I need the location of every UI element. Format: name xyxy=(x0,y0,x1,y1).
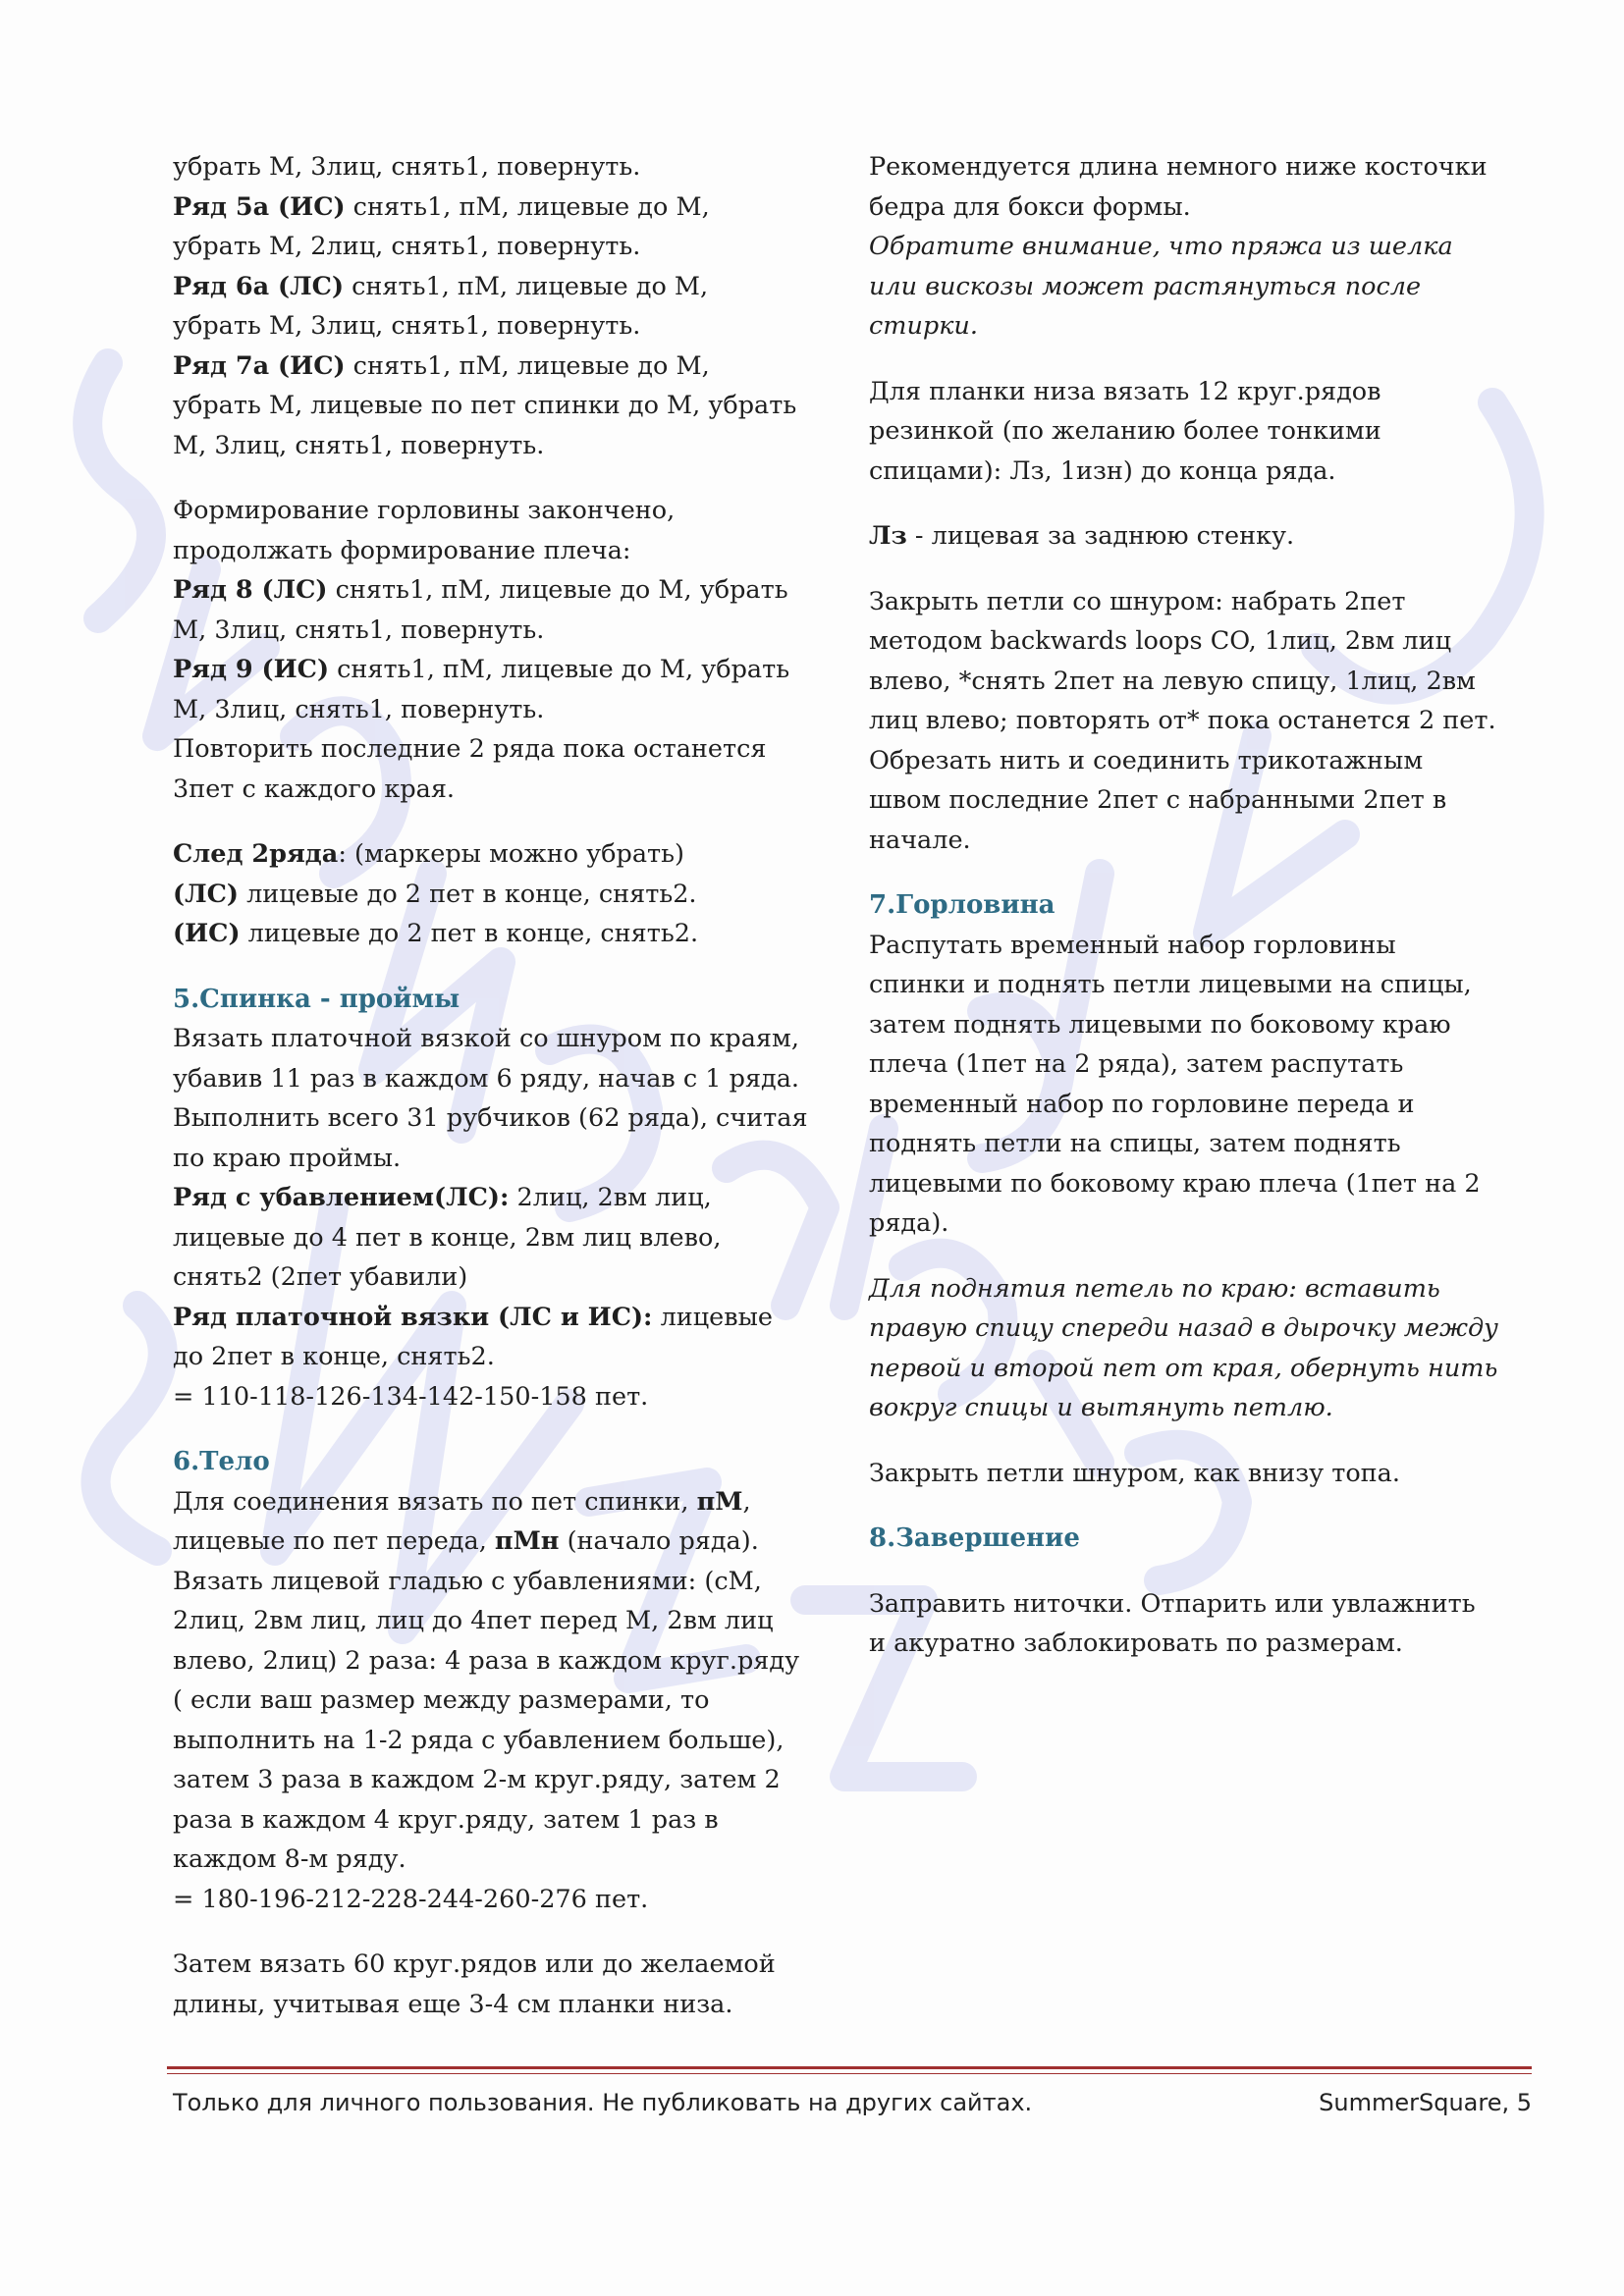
text-line: спинки и поднять петли лицевыми на спицы, xyxy=(869,970,1472,999)
text-line xyxy=(173,187,837,228)
text-line: поднять петли на спицы, затем поднять xyxy=(869,1129,1401,1158)
text-line: ( если ваш размер между размерами, то xyxy=(173,1685,710,1715)
marker-label: пМн xyxy=(494,1526,560,1556)
text-line: убрать М, 3лиц, снять1, повернуть. xyxy=(173,311,641,341)
left-column xyxy=(173,147,837,2050)
paragraph xyxy=(869,372,1517,492)
text-line: затем 3 раза в каждом 2-м круг.ряду, затем 2 xyxy=(173,1765,781,1794)
text-run: лицевые по пет переда, xyxy=(173,1526,495,1556)
text-line: временный набор по горловине переда и xyxy=(869,1089,1415,1119)
paragraph xyxy=(869,147,1517,347)
text-line: убавив 11 раз в каждом 6 ряду, начав с 1 ряда. xyxy=(173,1063,800,1094)
section-5 xyxy=(173,980,837,1417)
text-line: влево, 2лиц) 2 раза: 4 раза в каждом круг.ряду xyxy=(173,1645,800,1676)
text-line: М, 3лиц, снять1, повернуть. xyxy=(173,614,545,645)
text-line: М, 3лиц, снять1, повернуть. xyxy=(173,430,545,460)
row-text: снять1, пМ, лицевые до М, xyxy=(345,191,710,222)
paragraph xyxy=(869,1454,1517,1494)
text-line xyxy=(173,834,837,875)
text-line: Затем вязать 60 круг.рядов или до желаемой xyxy=(173,1949,776,1979)
text-line: лицевые до 4 пет в конце, 2вм лиц влево, xyxy=(173,1222,722,1253)
note-line: первой и второй пет от края, обернуть нить xyxy=(869,1353,1498,1383)
text-line: выполнить на 1-2 ряда с убавлением больше), xyxy=(173,1725,785,1755)
row-label: (ИС) xyxy=(173,919,241,948)
text-line: лицевыми по боковому краю плеча (1пет на 2 xyxy=(869,1168,1481,1199)
section-heading: 8.Завершение xyxy=(869,1523,1080,1553)
stitch-count: = 110-118-126-134-142-150-158 пет. xyxy=(173,1381,649,1412)
text-line: Закрыть петли со шнуром: набрать 2пет xyxy=(869,586,1406,616)
footer-divider xyxy=(167,2066,1532,2069)
text-line xyxy=(173,267,837,307)
note-line: Для поднятия петель по краю: вставить xyxy=(869,1273,1440,1304)
text-line: длины, учитывая еще 3-4 см планки низа. xyxy=(173,1989,733,2019)
text-line: плеча (1пет на 2 ряда), затем распутать xyxy=(869,1049,1404,1079)
text-line: Повторить последние 2 ряда пока останется xyxy=(173,734,767,764)
section-8 xyxy=(869,1519,1517,1664)
row-label: Ряд 6а (ЛС) xyxy=(173,271,345,301)
text-line: снять2 (2пет убавили) xyxy=(173,1262,468,1292)
text-line xyxy=(869,516,1517,557)
text-line: Распутать временный набор горловины xyxy=(869,930,1396,960)
text-line: Вязать платочной вязкой со шнуром по краям, xyxy=(173,1024,799,1053)
row-text: лицевые xyxy=(652,1302,774,1332)
note-line: правую спицу спереди назад в дырочку между xyxy=(869,1313,1498,1343)
text-line: Формирование горловины закончено, xyxy=(173,496,676,525)
row-label: Ряд 8 (ЛС) xyxy=(173,575,328,605)
text-line xyxy=(173,1298,837,1338)
section-heading: 7.Горловина xyxy=(869,890,1056,920)
paragraph xyxy=(173,147,837,465)
right-column xyxy=(869,147,1517,1689)
text-line: Выполнить всего 31 рубчиков (62 ряда), считая xyxy=(173,1103,808,1133)
text-line: продолжать формирование плеча: xyxy=(173,535,631,565)
row-label: Ряд 5а (ИС) xyxy=(173,191,346,222)
text-line xyxy=(173,1522,837,1562)
text-line: и акуратно заблокировать по размерам. xyxy=(869,1629,1403,1658)
text-line: Для планки низа вязать 12 круг.рядов xyxy=(869,376,1381,406)
section-heading: 6.Тело xyxy=(173,1447,270,1476)
row-label: Ряд с убавлением(ЛС): xyxy=(173,1183,510,1212)
row-label: (ЛС) xyxy=(173,879,239,909)
text-line: лиц влево; повторять от* пока останется 2 пет. xyxy=(869,706,1496,735)
section-6 xyxy=(173,1442,837,1919)
text-line: 3пет с каждого края. xyxy=(173,774,456,804)
text-line: бедра для бокси формы. xyxy=(869,191,1191,222)
row-label: Ряд платочной вязки (ЛС и ИС): xyxy=(173,1302,653,1332)
row-text: снять1, пМ, лицевые до М, убрать xyxy=(329,655,790,684)
text-run: Для соединения вязать по пет спинки, xyxy=(173,1486,697,1517)
text-line: убрать М, лицевые по пет спинки до М, убрать xyxy=(173,391,797,420)
stitch-count: = 180-196-212-228-244-260-276 пет. xyxy=(173,1884,649,1914)
marker-label: пМ xyxy=(696,1486,743,1517)
text-line: начале. xyxy=(869,825,971,855)
text-line: швом последние 2пет с набранными 2пет в xyxy=(869,785,1447,815)
text-line xyxy=(173,875,837,915)
paragraph xyxy=(869,582,1517,861)
paragraph xyxy=(869,1269,1517,1428)
row-text: - лицевая за заднюю стенку. xyxy=(906,521,1295,551)
section-heading: 5.Спинка - проймы xyxy=(173,984,460,1014)
paragraph xyxy=(173,834,837,954)
text-line: раза в каждом 4 круг.ряду, затем 1 раз в xyxy=(173,1804,719,1835)
text-line xyxy=(173,570,837,611)
text-line: 2лиц, 2вм лиц, лиц до 4пет перед М, 2вм лиц xyxy=(173,1606,774,1635)
page-footer xyxy=(173,2083,1532,2122)
row-text: 2лиц, 2вм лиц, xyxy=(509,1183,712,1212)
note-line: Обратите внимание, что пряжа из шелка xyxy=(869,232,1453,261)
text-line: затем поднять лицевыми по боковому краю xyxy=(869,1009,1451,1040)
row-text: лицевые до 2 пет в конце, снять2. xyxy=(238,879,697,909)
text-line: влево, *снять 2пет на левую спицу, 1лиц, 2вм xyxy=(869,666,1476,696)
text-run: , xyxy=(742,1486,751,1517)
text-line: до 2пет в конце, снять2. xyxy=(173,1342,495,1371)
text-run: (начало ряда). xyxy=(559,1526,759,1556)
text-line: по краю проймы. xyxy=(173,1143,402,1173)
text-line xyxy=(173,1482,837,1522)
row-label: Ряд 9 (ИС) xyxy=(173,655,330,684)
text-line xyxy=(173,1178,837,1218)
text-line: методом backwards loops CO, 1лиц, 2вм лиц xyxy=(869,626,1452,656)
section-7 xyxy=(869,885,1517,1244)
row-text: снять1, пМ, лицевые до М, убрать xyxy=(327,575,788,605)
text-line: ряда). xyxy=(869,1208,949,1238)
footer-notice: Только для личного пользования. Не публиковать на других сайтах. xyxy=(173,2089,1033,2116)
text-line xyxy=(173,347,837,387)
row-text: лицевые до 2 пет в конце, снять2. xyxy=(240,919,699,948)
paragraph xyxy=(869,516,1517,557)
text-line: Рекомендуется длина немного ниже косточки xyxy=(869,152,1488,182)
text-line: резинкой (по желанию более тонкими xyxy=(869,416,1381,446)
footer-divider-thin xyxy=(167,2073,1532,2074)
text-line: каждом 8-м ряду. xyxy=(173,1844,406,1874)
text-line: убрать М, 2лиц, снять1, повернуть. xyxy=(173,232,641,261)
text-line: Заправить ниточки. Отпарить или увлажнить xyxy=(869,1588,1476,1619)
note-line: вокруг спицы и вытянуть петлю. xyxy=(869,1393,1333,1422)
text-line xyxy=(173,914,837,954)
text-line: Вязать лицевой гладью с убавлениями: (сМ, xyxy=(173,1566,762,1596)
text-line: спицами): Лз, 1изн) до конца ряда. xyxy=(869,455,1336,486)
row-text: снять1, пМ, лицевые до М, xyxy=(345,350,710,381)
row-text: : (маркеры можно убрать) xyxy=(338,839,684,869)
note-line: стирки. xyxy=(869,311,978,341)
note-line: или вискозы может растянуться после xyxy=(869,271,1422,301)
text-line: М, 3лиц, снять1, повернуть. xyxy=(173,694,545,724)
text-line: Обрезать нить и соединить трикотажным xyxy=(869,745,1424,775)
text-line xyxy=(173,650,837,690)
row-text: снять1, пМ, лицевые до М, xyxy=(344,271,709,301)
row-label: Ряд 7а (ИС) xyxy=(173,350,346,381)
paragraph xyxy=(173,1945,837,2024)
text-line: убрать М, 3лиц, снять1, повернуть. xyxy=(173,152,641,182)
text-line: Закрыть петли шнуром, как внизу топа. xyxy=(869,1458,1400,1488)
abbrev-label: Лз xyxy=(869,521,907,551)
row-label: След 2ряда xyxy=(173,839,339,869)
footer-page-number: SummerSquare, 5 xyxy=(1319,2089,1532,2116)
paragraph xyxy=(173,491,837,809)
